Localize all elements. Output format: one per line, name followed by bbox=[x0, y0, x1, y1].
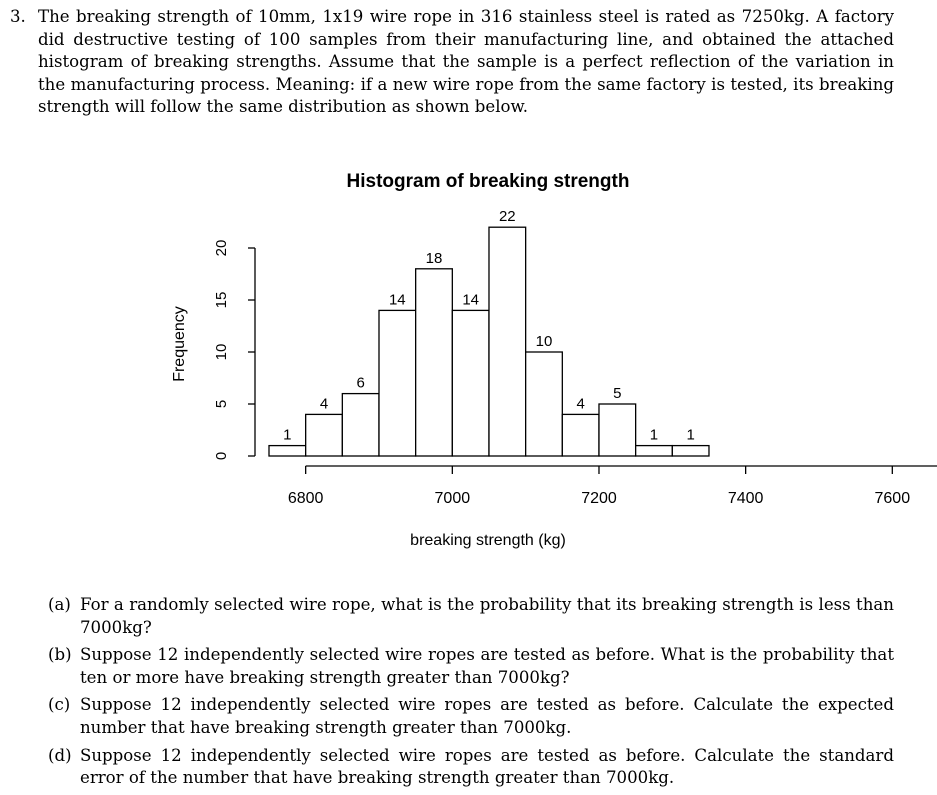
x-tick-label: 6800 bbox=[287, 490, 324, 507]
chart-title: Histogram of breaking strength bbox=[346, 171, 630, 192]
question-text: Suppose 12 independently selected wire ropes are tested as before. Calculate the expected number that have breaking strength greater than 7000kg. bbox=[80, 695, 894, 737]
y-tick-label: 10 bbox=[213, 343, 230, 361]
histogram-bar bbox=[269, 446, 306, 456]
y-tick-label: 5 bbox=[213, 399, 230, 409]
question-text: Suppose 12 independently selected wire ropes are tested as before. What is the probability that ten or more have breaking strength greater than 7000kg? bbox=[80, 645, 894, 687]
y-axis-label: Frequency bbox=[171, 306, 188, 382]
y-tick-label: 20 bbox=[213, 239, 230, 257]
question-label: (d) bbox=[48, 745, 72, 765]
histogram-bar bbox=[599, 404, 636, 456]
question-text: For a randomly selected wire rope, what is the probability that its breaking strength is less than 7000kg? bbox=[80, 595, 894, 637]
bar-count-label: 18 bbox=[425, 249, 443, 267]
histogram-bar bbox=[306, 414, 343, 456]
y-tick-label: 15 bbox=[213, 291, 230, 309]
histogram-bar bbox=[416, 269, 453, 456]
question-text: Suppose 12 independently selected wire ropes are tested as before. Calculate the standard error of the number that have breaking strength greater than 7000kg. bbox=[80, 745, 894, 788]
bar-count-label: 1 bbox=[283, 426, 292, 444]
x-tick-label: 7600 bbox=[874, 490, 911, 507]
question-label: (c) bbox=[48, 695, 71, 715]
histogram-bar bbox=[342, 394, 379, 456]
question-list bbox=[48, 594, 894, 795]
axes-layer bbox=[213, 240, 937, 507]
question-label: (a) bbox=[48, 595, 71, 614]
histogram-bar bbox=[562, 414, 599, 456]
question-label: (b) bbox=[48, 645, 72, 665]
x-tick-label: 7400 bbox=[727, 490, 764, 507]
histogram-bar bbox=[672, 446, 709, 456]
bar-count-label: 5 bbox=[613, 385, 622, 402]
bar-count-label: 10 bbox=[535, 333, 553, 350]
x-tick-label: 7000 bbox=[434, 490, 471, 507]
question-b bbox=[48, 644, 894, 689]
question-a bbox=[48, 594, 894, 639]
bar-count-label: 6 bbox=[356, 374, 365, 392]
bar-count-label: 1 bbox=[649, 426, 659, 444]
histogram-bar bbox=[636, 446, 673, 456]
question-c bbox=[48, 694, 894, 739]
bar-count-label: 4 bbox=[319, 395, 329, 413]
problem-number: 3. bbox=[10, 7, 26, 26]
bar-count-label: 14 bbox=[462, 291, 480, 309]
bar-count-label: 14 bbox=[388, 291, 406, 309]
histogram-bar bbox=[452, 310, 489, 456]
bars-layer bbox=[269, 208, 709, 456]
histogram-bar bbox=[379, 310, 416, 456]
histogram-bar bbox=[489, 227, 526, 456]
y-tick-label: 0 bbox=[213, 451, 230, 461]
x-axis-label: breaking strength (kg) bbox=[410, 532, 566, 549]
problem-text: The breaking strength of 10mm, 1x19 wire rope in 316 stainless steel is rated as 7250kg. A factory did destructive testing of 100 samples from their manufacturing line, and obtained the attached histogram of breaking strengths. Assume that the sample is a perfect reflection of the variation in the manufacturing process. Meaning: if a new wire rope from the same factory is tested, its breaking strength will follow the same distribution as shown below. bbox=[38, 7, 894, 117]
bar-count-label: 1 bbox=[686, 426, 695, 444]
bar-count-label: 4 bbox=[576, 395, 585, 413]
bar-count-label: 22 bbox=[498, 208, 516, 226]
question-d bbox=[48, 745, 894, 790]
histogram-bar bbox=[526, 352, 563, 456]
x-tick-label: 7200 bbox=[581, 490, 617, 507]
